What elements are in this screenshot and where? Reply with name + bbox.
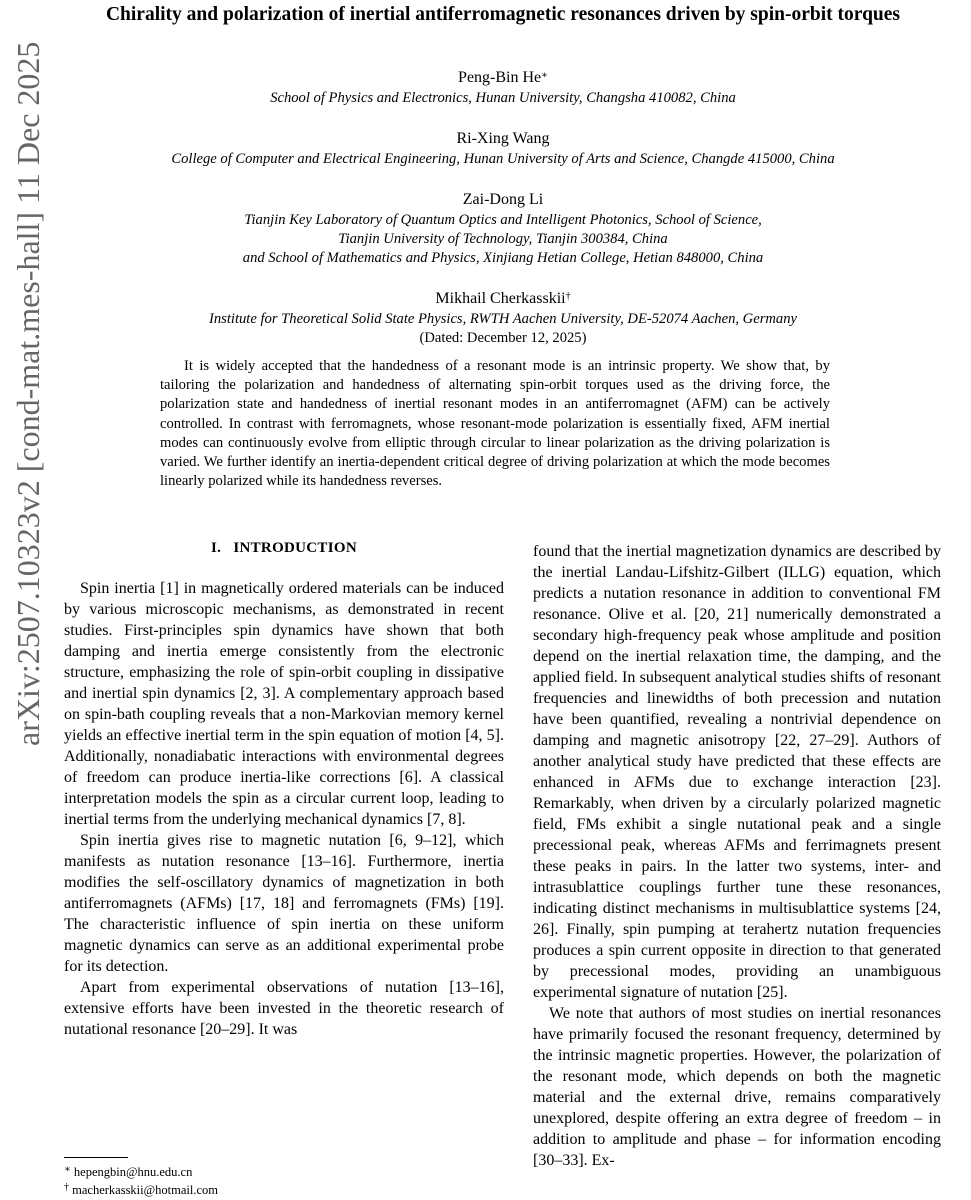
left-paragraph-3: Apart from experimental observations of nutation [13–16], extensive efforts have been invested in the theoretic research of nutational resonance [20–29]. It was <box>64 979 504 1038</box>
author-2 <box>64 129 942 149</box>
author-2-affiliation: College of Computer and Electrical Engineering, Hunan University of Arts and Science, Changde 415000, China <box>171 151 835 167</box>
author-3-affiliation-line-3: and School of Mathematics and Physics, Xinjiang Hetian College, Hetian 848000, China <box>242 250 764 266</box>
footnote-1-email: hepengbin@hnu.edu.cn <box>73 1165 193 1179</box>
footnotes <box>64 1163 504 1199</box>
left-paragraph-1: Spin inertia [1] in magnetically ordered materials can be induced by various microscopic mechanisms, as demonstrated in recent studies. First-principles spin dynamics have shown that both damping and inertia emerge consistently from the electronic structure, emphasizing the role of spin-orbit coupling in dissipative and inertial spin dynamics [2, 3]. A complementary approach based on spin-bath coupling reveals that a non-Markovian memory kernel yields an effective inertial term in the spin equation of motion [4, 5]. Additionally, nonadiabatic interactions with environmental degrees of freedom can produce inertia-like corrections [6]. A classical interpretation models the spin as a circular current loop, leading to inertial terms from the underlying mechanical dynamics [7, 8]. <box>64 580 504 828</box>
author-3 <box>64 190 942 210</box>
section-heading <box>64 538 504 559</box>
right-paragraph-1: found that the inertial magnetization dynamics are described by the inertial Landau-Lifshitz-Gilbert (ILLG) equation, which predicts a nutation resonance in addition to conventional FM resonance. Olive et al. [20, 21] numerically demonstrated a secondary high-frequency peak whose amplitude and position depend on the inertial relaxation time, the damping, and the applied field. In subsequent analytical studies shifts of resonant frequencies and linewidths of both precession and nutation have been quantified, revealing a nontrivial dependence on damping and magnetic anisotropy [22, 27–29]. Authors of another analytical study have predicted that these effects are enhanced in AFMs due to exchange interaction [23]. Remarkably, when driven by a circularly polarized magnetic field, FMs exhibit a single nutational peak and a single precessional peak, whereas AFMs and ferrimagnets present these peaks in pairs. In the latter two systems, inter- and intrasublattice couplings further tune these resonances, indicating distinct mechanisms in multisublattice systems [24, 26]. Finally, spin pumping at terahertz nutation frequencies produces a spin current opposite in direction to that generated by precessional modes, providing an unambiguous experimental signature of nutation [25]. <box>533 543 941 1001</box>
left-column <box>64 538 504 1040</box>
author-1 <box>64 68 942 88</box>
author-4-mark: † <box>565 291 571 302</box>
footnote-1 <box>64 1163 504 1181</box>
footnote-1-mark: ∗ <box>64 1164 71 1175</box>
author-3-affiliation-line-2: Tianjin University of Technology, Tianjin 300384, China <box>338 231 668 247</box>
abstract: It is widely accepted that the handedness of a resonant mode is an intrinsic property. We show that, by tailoring the polarization and handedness of alternating spin-orbit torques used as the driving force, the polarization state and handedness of inertial resonant modes in an antiferromagnet (AFM) can be actively controlled. In contrast with ferromagnets, whose resonant-mode polarization is essentially fixed, AFM inertial modes can continuously evolve from elliptic through circular to linear polarization as the driving polarization is varied. We further identify an inertia-dependent critical degree of driving polarization at which the mode becomes linearly polarized while its handedness reverses. <box>160 358 830 490</box>
right-paragraph-2: We note that authors of most studies on inertial resonances have primarily focused the resonant frequency, determined by the intrinsic magnetic properties. However, the polarization of the resonant mode, which depends on both the magnetic material and the external drive, remains comparatively unexplored, despite offering an extra degree of freedom – in addition to amplitude and phase – for information encoding [30–33]. Ex- <box>533 1005 941 1169</box>
section-number: I. <box>211 540 222 556</box>
arxiv-side-label: arXiv:2507.10323v2 [cond-mat.mes-hall] 11 Dec 2025 <box>10 41 46 746</box>
footnote-2 <box>64 1181 504 1199</box>
author-1-affiliation: School of Physics and Electronics, Hunan University, Changsha 410082, China <box>270 90 736 106</box>
dated-line: (Dated: December 12, 2025) <box>419 330 587 346</box>
author-4 <box>64 289 942 309</box>
section-title: INTRODUCTION <box>233 540 357 556</box>
footnote-2-email: macherkasskii@hotmail.com <box>72 1183 218 1197</box>
right-column <box>533 541 941 1171</box>
author-3-name: Zai-Dong Li <box>462 191 544 208</box>
paper-title: Chirality and polarization of inertial antiferromagnetic resonances driven by spin-orbit torques <box>105 4 901 25</box>
left-paragraph-2: Spin inertia gives rise to magnetic nutation [6, 9–12], which manifests as nutation resonance [13–16]. Furthermore, inertia modifies the self-oscillatory dynamics of magnetization in both antiferromagnets (AFMs) [17, 18] and ferromagnets (FMs) [19]. The characteristic influence of spin inertia on these uniform magnetic dynamics can serve as an additional experimental probe for its detection. <box>64 832 504 975</box>
author-3-affiliation-line-1: Tianjin Key Laboratory of Quantum Optics and Intelligent Photonics, School of Science, <box>244 212 762 228</box>
author-4-affiliation: Institute for Theoretical Solid State Physics, RWTH Aachen University, DE-52074 Aachen, Germany <box>209 311 797 327</box>
author-2-name: Ri-Xing Wang <box>456 130 550 147</box>
footnote-2-mark: † <box>64 1182 69 1193</box>
author-1-name: Peng-Bin He <box>458 69 542 86</box>
author-1-mark: ∗ <box>541 70 548 81</box>
author-4-name: Mikhail Cherkasskii <box>435 290 566 307</box>
footnote-rule <box>64 1157 128 1158</box>
